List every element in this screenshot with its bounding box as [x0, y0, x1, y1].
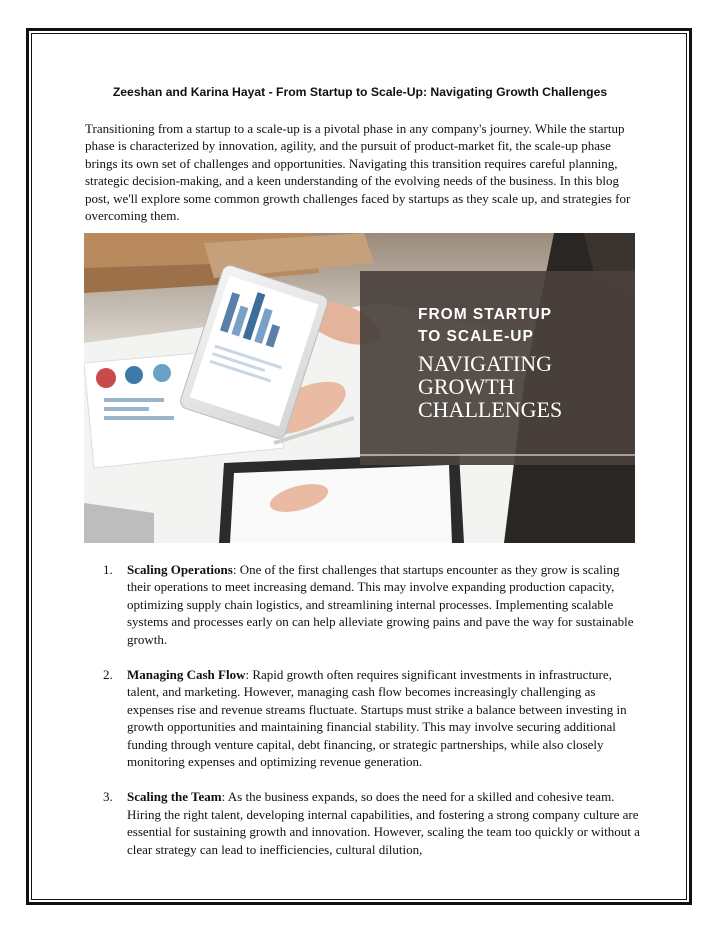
list-item: [85, 666, 645, 770]
pie-chart-icon: [125, 366, 143, 384]
list-heading: Managing Cash Flow: [127, 667, 246, 683]
list-body: : Rapid growth often requires significant investments in infrastructure, talent, and marketing. However, managing cash flow becomes increasingly challenging as expenses rise and revenue streams fluctuate. Startups must strike a balance between investing in growth opportunities and maintaining financial stability. This may involve securing additional funding through venture capital, debt financing, or strategic partnerships, while also closely monitoring expenses and optimizing revenue generation.: [127, 667, 627, 770]
pie-chart-icon: [153, 364, 171, 382]
overlay-line-3: NAVIGATING: [418, 351, 553, 376]
list-number: 1.: [103, 562, 113, 577]
chart-bar: [104, 398, 164, 402]
intro-paragraph: Transitioning from a startup to a scale-up is a pivotal phase in any company's journey. While the startup phase is characterized by innovation, agility, and the pursuit of product-market fit, the scale-up phase brings its own set of challenges and opportunities. Navigating this transition requires careful planning, strategic decision-making, and a keen understanding of the evolving needs of the business. In this blog post, we'll explore some common growth challenges faced by startups as they scale up, and strategies for overcoming them.: [85, 121, 631, 224]
overlay-line-1: FROM STARTUP: [418, 306, 552, 323]
list-body: : As the business expands, so does the need for a skilled and cohesive team. Hiring the right talent, developing internal capabilities, and fostering a strong company culture are essential for sustaining growth and innovation. However, scaling the team too quickly or without a clear strategy can lead to inefficiencies, cultural dilution,: [127, 789, 640, 857]
list-heading: Scaling the Team: [127, 789, 222, 805]
list-body: : One of the first challenges that startups encounter as they grow is scaling their operations to meet increasing demand. This may involve expanding production capacity, optimizing supply chain logistics, and streamlining internal processes. Implementing scalable systems and processes early on can help alleviate growing pains and pave the way for sustainable growth.: [127, 562, 634, 647]
overlay-line-2: TO SCALE-UP: [418, 328, 534, 345]
list-number: 2.: [103, 667, 113, 683]
overlay-line-5: CHALLENGES: [418, 397, 563, 422]
document-title: Zeeshan and Karina Hayat - From Startup to Scale-Up: Navigating Growth Challenges: [112, 85, 608, 99]
challenges-list: [85, 561, 645, 876]
hero-image: [84, 233, 635, 543]
overlay-line-4: GROWTH: [418, 374, 515, 399]
chart-bar: [104, 416, 174, 420]
hero-illustration: [84, 233, 635, 543]
pie-chart-icon: [96, 368, 116, 388]
chart-bar: [104, 407, 149, 411]
clipboard-paper: [230, 465, 452, 543]
list-item: [85, 788, 645, 858]
list-number: 3.: [103, 789, 113, 805]
list-item: [85, 561, 645, 648]
list-heading: Scaling Operations: [127, 562, 233, 577]
